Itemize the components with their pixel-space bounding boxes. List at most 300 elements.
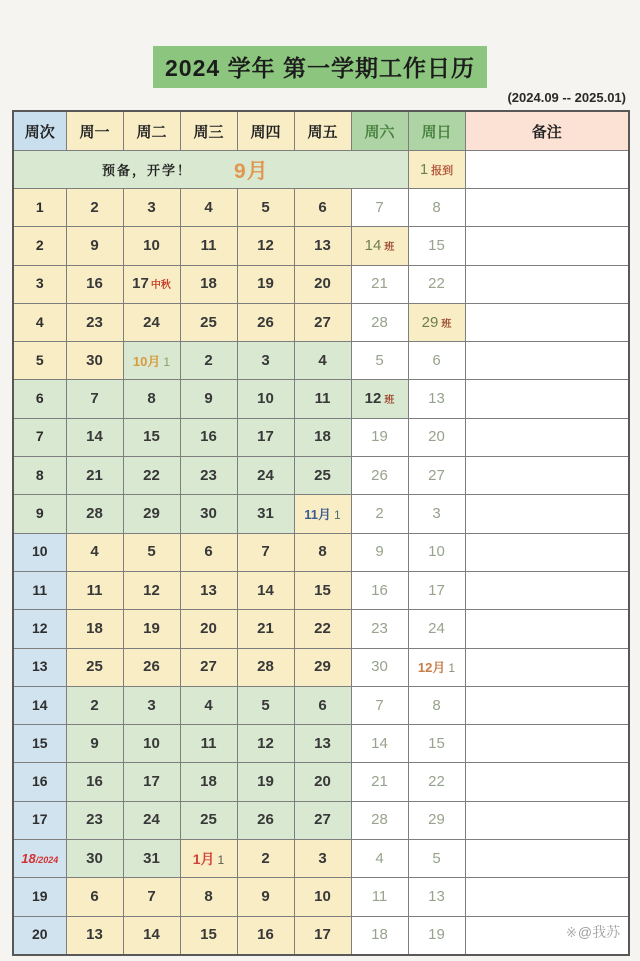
cell-text: 8 [147,390,156,408]
day-cell [123,457,180,495]
cell-text: 13 [314,734,331,752]
note-cell [465,610,629,648]
cell-text: 11 [200,734,217,752]
cell-text: 11 [314,390,331,408]
week-number-cell [13,571,66,609]
day-cell [237,380,294,418]
day-cell [180,265,237,303]
day-cell [294,457,351,495]
cell-text: 23 [200,466,217,484]
day-cell [180,610,237,648]
week-row [13,189,629,227]
week-number-cell [13,916,66,955]
week-row [13,342,629,380]
cell-text: 3 [318,849,327,867]
day-cell [294,495,351,533]
day-cell [408,342,465,380]
day-cell [294,265,351,303]
watermark [566,922,620,942]
day-cell [66,725,123,763]
cell-text: 21 [257,619,274,637]
header-cell-周三: 周三 [180,111,237,151]
week-row [13,648,629,686]
note-cell [465,495,629,533]
week-number-cell [13,342,66,380]
day-cell [351,648,408,686]
day-cell [123,801,180,839]
cell-text: 30 [371,658,388,676]
day-cell [237,418,294,456]
day-cell [66,495,123,533]
week-row [13,418,629,456]
day-cell [294,418,351,456]
cell-text: 28 [86,505,103,523]
header-cell-周日: 周日 [408,111,465,151]
week-row [13,878,629,916]
cell-text: 17 [428,581,445,599]
day-cell [66,571,123,609]
cell-text: 6 [318,198,327,216]
day-cell [351,801,408,839]
day-cell [408,686,465,724]
month-banner [13,151,408,189]
cell-text: 28 [257,658,274,676]
cell-text: 5 [375,351,384,369]
cell-text: 3 [147,696,156,714]
day-cell [123,840,180,878]
day-cell [123,916,180,955]
day-cell [237,763,294,801]
header-cell-周五: 周五 [294,111,351,151]
cell-text: 20 [200,619,217,637]
day-cell [237,533,294,571]
cell-text: 27 [314,313,331,331]
day-cell [351,610,408,648]
day-cell [180,380,237,418]
day-cell [123,495,180,533]
note-cell [465,533,629,571]
cell-text: 11月 [304,507,332,523]
day-cell [237,725,294,763]
day-cell [351,189,408,227]
note-cell [465,189,629,227]
day-cell [408,725,465,763]
cell-text: 23 [371,619,388,637]
day-cell [123,686,180,724]
cell-text: 24 [143,313,160,331]
month-label-september: 9月 [234,159,269,183]
cell-text: 10 [143,734,160,752]
cell-text: 1 [35,198,44,215]
day-cell [66,265,123,303]
cell-text: 16 [371,581,388,599]
header-cell-周六: 周六 [351,111,408,151]
cell-text: 8 [204,887,213,905]
day-cell [180,189,237,227]
cell-text: 9 [35,505,44,522]
day-cell [351,840,408,878]
cell-text: 18 [371,926,388,944]
cell-text: 1 [448,661,456,676]
week-row [13,801,629,839]
week-number-cell [13,380,66,418]
cell-text: 30 [200,505,217,523]
page-title: 2024 学年 第一学期工作日历 [153,46,487,88]
day-cell [351,457,408,495]
week-row [13,533,629,571]
cell-text: 19 [143,619,160,637]
day-cell [66,610,123,648]
cell-text: 23 [86,811,103,829]
day-cell [66,380,123,418]
cell-text: 10 [31,543,48,560]
cell-text: 15 [428,734,445,752]
cell-text: 16 [257,926,274,944]
day-cell [351,495,408,533]
cell-text: 16 [200,428,217,446]
day-cell [294,878,351,916]
watermark-text: @我苏 [577,924,621,940]
day-cell [180,763,237,801]
note-cell [465,648,629,686]
day-cell [180,227,237,265]
greeting-text: 预备，开学！ [102,163,193,178]
cell-text: 7 [35,428,44,445]
note-cell [465,151,629,189]
cell-text: 7 [375,198,384,216]
day-cell [294,303,351,341]
cell-text: 20 [314,773,331,791]
cell-text: 27 [200,658,217,676]
note-cell [465,763,629,801]
cell-text: 18 [314,428,331,446]
cell-text: 30 [86,351,103,369]
day-cell [180,495,237,533]
day-cell [66,648,123,686]
day-cell [408,303,465,341]
day-cell [294,342,351,380]
cell-text: 24 [257,466,274,484]
cell-text: 20 [314,275,331,293]
cell-text: 16 [31,773,48,790]
week-row [13,265,629,303]
cell-text: 22 [143,466,160,484]
cell-text: 10 [314,887,331,905]
cell-text: 16 [86,275,103,293]
week-row [13,916,629,955]
day-cell [66,686,123,724]
day-cell [294,227,351,265]
cell-text: 10月 [132,353,161,369]
day-cell [408,151,465,189]
cell-text: 14 [143,926,160,944]
cell-text: 4 [35,313,44,330]
day-cell [180,533,237,571]
day-cell [408,801,465,839]
day-cell [294,189,351,227]
day-cell [351,533,408,571]
cell-text: 4 [90,543,99,561]
cell-text: 21 [86,466,103,484]
note-cell [465,342,629,380]
day-cell [351,916,408,955]
day-cell [351,725,408,763]
day-cell [237,303,294,341]
cell-text: 26 [257,811,274,829]
cell-text: 13 [314,236,331,254]
cell-text: 19 [31,887,48,904]
cell-text: 1 [217,852,225,867]
week-number-cell [13,495,66,533]
cell-text: 15 [314,581,331,599]
cell-text: 7 [375,696,384,714]
cell-text: 8 [432,696,441,714]
cell-text: 6 [90,887,99,905]
cell-text: 14 [364,236,382,254]
note-cell [465,571,629,609]
note-cell [465,878,629,916]
cell-text: 8 [432,198,441,216]
cell-text: 16 [86,773,103,791]
week-number-cell [13,227,66,265]
day-cell [237,878,294,916]
cell-text: 3 [432,505,441,523]
note-cell [465,227,629,265]
day-cell [66,801,123,839]
week-row [13,610,629,648]
cell-text: 19 [428,926,445,944]
note-cell [465,801,629,839]
cell-text: 29 [421,313,439,331]
day-cell [66,418,123,456]
day-cell [180,840,237,878]
cell-text: 18 [200,275,217,293]
week-number-cell [13,610,66,648]
day-cell [180,878,237,916]
cell-text: 2 [261,849,270,867]
cell-text: 25 [200,313,217,331]
day-cell [294,840,351,878]
day-cell [66,916,123,955]
day-cell [237,686,294,724]
cell-text: 10 [257,390,274,408]
day-cell [180,648,237,686]
day-cell [408,189,465,227]
cell-text: 15 [200,926,217,944]
day-cell [294,648,351,686]
day-cell [294,686,351,724]
cell-text: 31 [257,505,274,523]
cell-text: 3 [147,198,156,216]
date-range: (2024.09 -- 2025.01) [507,90,626,105]
day-cell [66,878,123,916]
day-cell [123,610,180,648]
cell-text: 28 [371,313,388,331]
title-bar [0,46,640,88]
note-cell [465,840,629,878]
day-cell [408,763,465,801]
cell-text: 26 [257,313,274,331]
cell-text: 4 [204,696,213,714]
day-cell [180,801,237,839]
cell-text: 6 [432,351,441,369]
cell-text: 4 [204,198,213,216]
cell-text: 3 [35,275,44,292]
cell-text: 21 [371,773,388,791]
day-cell [237,457,294,495]
week-row [13,380,629,418]
note-cell [465,725,629,763]
cell-text: 25 [86,658,103,676]
day-cell [237,648,294,686]
day-cell [351,380,408,418]
cell-text: 22 [314,619,331,637]
week-row [13,457,629,495]
day-cell [294,763,351,801]
cell-text: 23 [86,313,103,331]
cell-text: 19 [257,773,274,791]
day-cell [408,457,465,495]
note-cell [465,457,629,495]
day-cell [237,571,294,609]
cell-text: 17 [143,773,160,791]
cell-text: 17 [257,428,274,446]
cell-text: 1 [419,160,429,178]
day-cell [123,303,180,341]
cell-text: 12 [143,581,160,599]
cell-text: 9 [261,887,270,905]
cell-text: /2024 [35,854,59,865]
week-row [13,840,629,878]
header-cell-周次: 周次 [13,111,66,151]
day-cell [123,763,180,801]
cell-text: 14 [31,696,48,713]
day-cell [408,610,465,648]
note-cell [465,418,629,456]
day-cell [408,227,465,265]
day-cell [237,189,294,227]
day-cell [294,801,351,839]
cell-text: 2 [90,198,99,216]
cell-text: 5 [147,543,156,561]
cell-text: 9 [375,543,384,561]
day-cell [66,533,123,571]
week-number-cell [13,725,66,763]
day-cell [123,265,180,303]
cell-text: 22 [428,773,445,791]
cell-text: 17 [314,926,331,944]
calendar-header [13,111,629,151]
cell-text: 2 [35,236,44,253]
cell-text: 27 [428,466,445,484]
cell-text: 12 [257,236,274,254]
day-cell [66,303,123,341]
week-number-cell [13,265,66,303]
day-cell [294,725,351,763]
cell-text: 2 [90,696,99,714]
cell-text: 12月 [417,660,446,676]
week-number-cell [13,878,66,916]
note-cell [465,265,629,303]
calendar-body [13,151,629,955]
week-number-cell [13,763,66,801]
day-cell [408,533,465,571]
cell-text: 29 [143,505,160,523]
day-cell [180,916,237,955]
week-number-cell [13,801,66,839]
note-cell [465,380,629,418]
cell-text: 19 [257,275,274,293]
cell-text: 14 [257,581,274,599]
day-cell [66,342,123,380]
cell-text: 22 [428,275,445,293]
cell-text: 13 [428,887,445,905]
day-cell [408,495,465,533]
cell-text: 5 [432,849,441,867]
day-cell [408,648,465,686]
cell-text: 12 [257,734,274,752]
cell-text: 26 [143,658,160,676]
cell-text: 2 [375,505,384,523]
cell-text: 17 [31,811,48,828]
day-cell [351,686,408,724]
day-cell [123,533,180,571]
cell-text: 班 [441,318,452,330]
week-row [13,227,629,265]
cell-text: 11 [86,581,103,599]
cell-text: 1 [334,508,341,523]
day-cell [351,227,408,265]
day-cell [66,457,123,495]
week-number-cell [13,418,66,456]
cell-text: 6 [35,390,44,407]
cell-text: 班 [384,241,395,253]
cell-text: 11 [200,236,217,254]
day-cell [351,342,408,380]
week-row [13,686,629,724]
day-cell [294,610,351,648]
cell-text: 班 [384,395,395,407]
day-cell [180,303,237,341]
week-number-cell [13,457,66,495]
note-cell [465,303,629,341]
cell-text: 7 [147,887,156,905]
day-cell [180,342,237,380]
day-cell [66,763,123,801]
cell-text: 17 [132,275,149,293]
cell-text: 14 [371,734,388,752]
day-cell [351,878,408,916]
cell-text: 24 [428,619,445,637]
cell-text: 2 [204,351,213,369]
cell-text: 12 [364,390,382,408]
day-cell [123,725,180,763]
paw-logo-icon: ※ [566,925,577,940]
day-cell [351,418,408,456]
header-cell-周二: 周二 [123,111,180,151]
cell-text: 14 [86,428,103,446]
day-cell [123,418,180,456]
day-cell [180,457,237,495]
cell-text: 11 [371,887,388,905]
day-cell [408,840,465,878]
cell-text: 28 [371,811,388,829]
week-number-cell [13,686,66,724]
cell-text: 7 [261,543,270,561]
cell-text: 9 [90,236,99,254]
week-number-cell [13,303,66,341]
day-cell [180,418,237,456]
